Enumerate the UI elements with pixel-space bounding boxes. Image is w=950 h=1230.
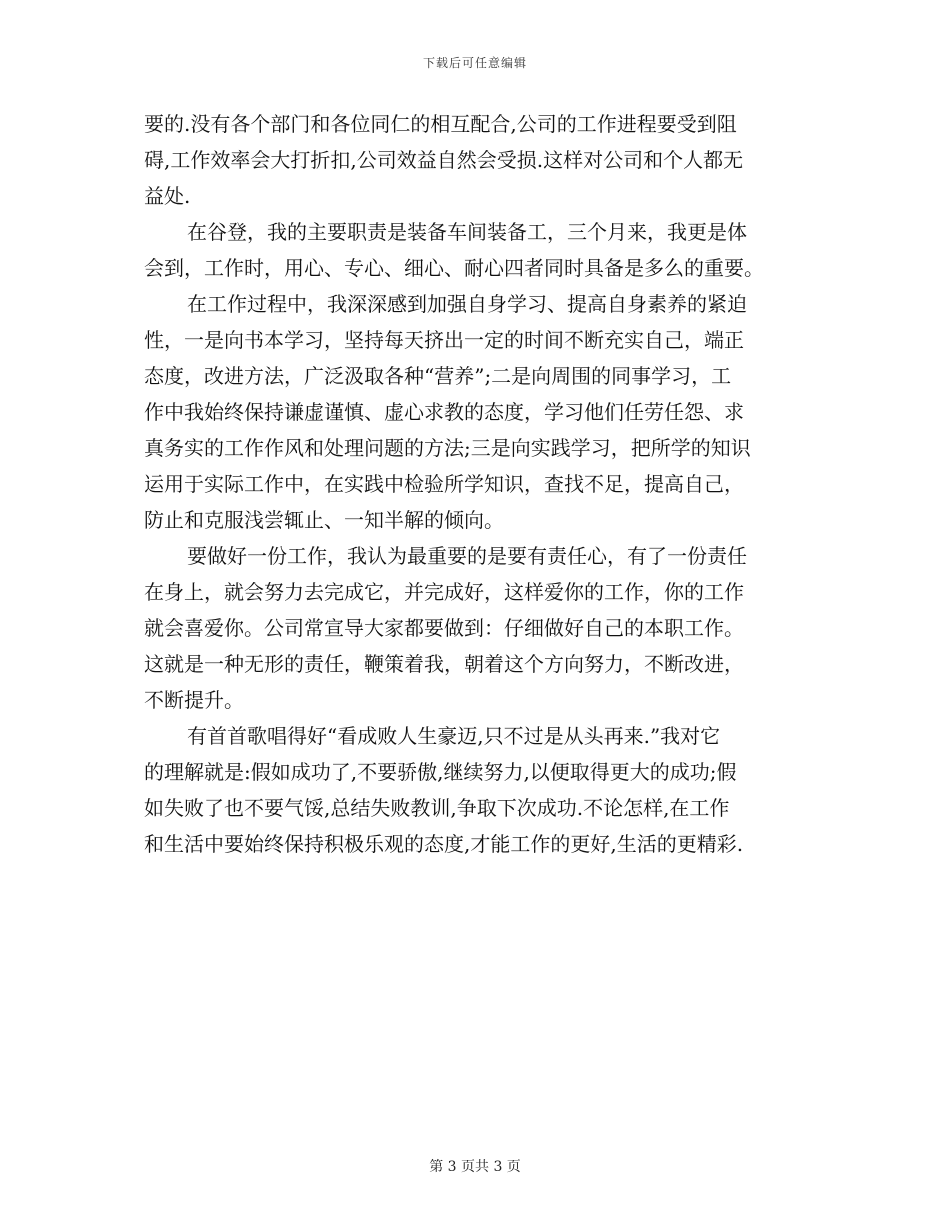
page-header: 下载后可任意编辑 [422, 56, 527, 70]
text-line: 在身上，就会努力去完成它，并完成好，这样爱你的工作，你的工作 [144, 580, 744, 604]
text-line: 防止和克服浅尝辄止、一知半解的倾向。 [144, 508, 504, 532]
text-line: 态度，改进方法，广泛汲取各种“营养”;二是向周围的同事学习，工 [144, 364, 732, 388]
text-line: 这就是一种无形的责任，鞭策着我，朝着这个方向努力，不断改进， [144, 652, 744, 676]
text-line: 真务实的工作作风和处理问题的方法;三是向实践学习，把所学的知识 [144, 436, 751, 460]
text-line: 碍,工作效率会大打折扣,公司效益自然会受损.这样对公司和个人都无 [144, 148, 744, 172]
text-line: 性，一是向书本学习，坚持每天挤出一定的时间不断充实自己，端正 [144, 328, 744, 352]
paragraph-first-line: 要做好一份工作，我认为最重要的是要有责任心，有了一份责任 [187, 544, 747, 568]
document-body [144, 106, 809, 862]
paragraph-first-line: 在工作过程中，我深深感到加强自身学习、提高自身素养的紧迫 [187, 292, 747, 316]
text-line: 会到，工作时，用心、专心、细心、耐心四者同时具备是多么的重要。 [144, 256, 764, 280]
paragraph-first-line: 在谷登，我的主要职责是装备车间装备工，三个月来，我更是体 [187, 220, 747, 244]
text-line: 的理解就是:假如成功了,不要骄傲,继续努力,以便取得更大的成功;假 [144, 760, 737, 784]
text-line: 和生活中要始终保持积极乐观的态度,才能工作的更好,生活的更精彩. [144, 832, 744, 856]
text-line: 作中我始终保持谦虚谨慎、虚心求教的态度，学习他们任劳任怨、求 [144, 400, 744, 424]
text-line: 不断提升。 [144, 688, 244, 712]
text-line: 运用于实际工作中，在实践中检验所学知识，查找不足，提高自己， [144, 472, 744, 496]
page-footer: 第 3 页共 3 页 [429, 1159, 521, 1175]
text-line: 益处. [144, 184, 191, 208]
paragraph-first-line: 有首首歌唱得好“看成败人生豪迈,只不过是从头再来.”我对它 [187, 724, 721, 748]
text-line: 要的.没有各个部门和各位同仁的相互配合,公司的工作进程要受到阻 [144, 112, 737, 136]
text-line: 如失败了也不要气馁,总结失败教训,争取下次成功.不论怎样,在工作 [144, 796, 730, 820]
text-line: 就会喜爱你。公司常宣导大家都要做到：仔细做好自己的本职工作。 [144, 616, 744, 640]
